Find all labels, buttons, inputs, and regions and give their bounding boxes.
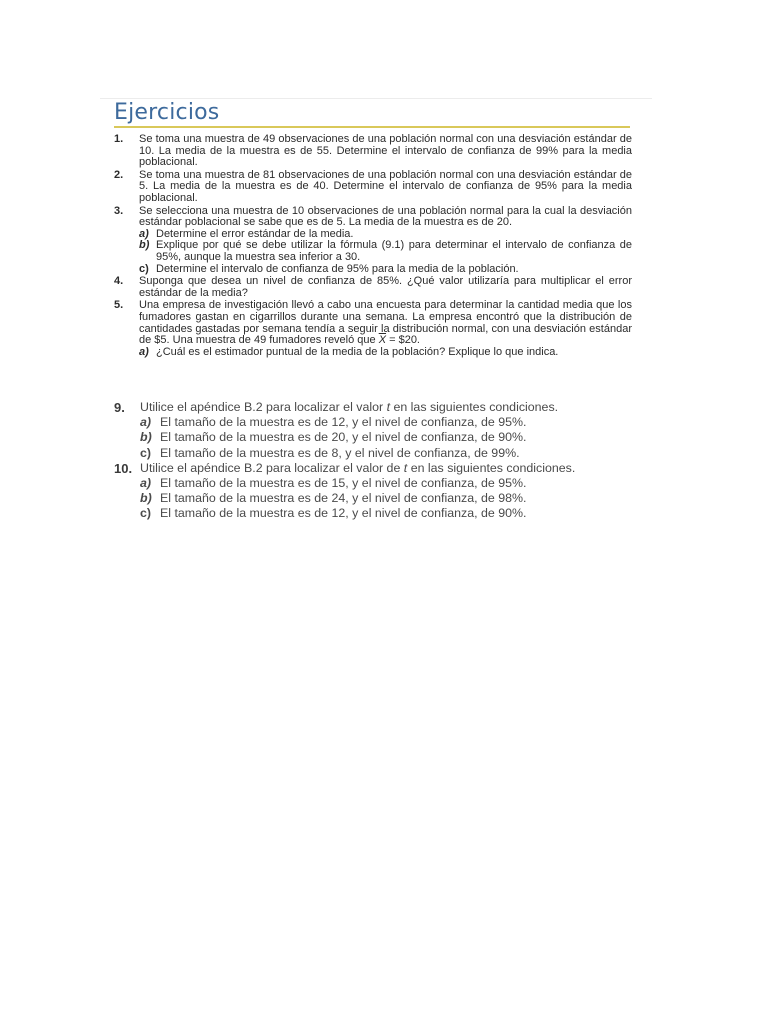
part-text: El tamaño de la muestra es de 12, y el nivel de confianza, de 90%. bbox=[160, 506, 527, 521]
part-text: El tamaño de la muestra es de 15, y el nivel de confianza, de 95%. bbox=[160, 476, 527, 491]
exercise-text: Utilice el apéndice B.2 para localizar el valor de bbox=[140, 460, 404, 475]
part-letter: c) bbox=[140, 506, 152, 521]
exercise-part bbox=[140, 491, 634, 506]
part-letter: b) bbox=[140, 430, 152, 445]
t-symbol: t bbox=[386, 400, 391, 414]
t-symbol: t bbox=[403, 460, 408, 475]
part-letter: a) bbox=[139, 227, 149, 240]
part-text: Determine el error estándar de la media. bbox=[156, 227, 354, 240]
part-text: El tamaño de la muestra es de 24, y el nivel de confianza, de 98%. bbox=[160, 491, 527, 506]
part-text: El tamaño de la muestra es de 20, y el nivel de confianza, de 90%. bbox=[160, 430, 527, 445]
part-letter: b) bbox=[139, 239, 150, 252]
top-divider bbox=[100, 98, 652, 99]
part-letter: c) bbox=[140, 445, 152, 460]
exercise-text: Se toma una muestra de 81 observaciones de una población normal con una desviación estándar de 5. La media de la muestra es de 40. Determine el intervalo de confianza de 95% para la media poblacional. bbox=[139, 168, 632, 204]
part-text: El tamaño de la muestra es de 8, y el nivel de confianza, de 99%. bbox=[160, 445, 520, 460]
part-text: Determine el intervalo de confianza de 95% para la media de la población. bbox=[156, 262, 519, 275]
exercise-3 bbox=[114, 206, 632, 276]
exercise-number: 5. bbox=[114, 299, 124, 312]
exercise-text: Se toma una muestra de 49 observaciones de una población normal con una desviación estándar de 10. La media de la muestra es de 55. Determine el intervalo de confianza de 99% para la media poblacional. bbox=[139, 133, 632, 169]
part-letter: a) bbox=[139, 345, 149, 358]
part-text: ¿Cuál es el estimador puntual de la media de la población? Explique lo que indica. bbox=[156, 345, 559, 358]
exercise-number: 9. bbox=[114, 400, 125, 415]
exercise-text: Suponga que desea un nivel de confianza de 85%. ¿Qué valor utilizaría para multiplicar el error estándar de la media? bbox=[139, 275, 632, 299]
part-letter: a) bbox=[140, 415, 152, 430]
exercise-part bbox=[140, 430, 634, 445]
exercise-2 bbox=[114, 170, 632, 205]
exercise-text: Utilice el apéndice B.2 para localizar el valor bbox=[140, 400, 387, 414]
exercise-part bbox=[140, 415, 634, 430]
exercise-4 bbox=[114, 276, 632, 299]
part-letter: c) bbox=[139, 262, 149, 275]
exercise-text-end: en las siguientes condiciones. bbox=[390, 400, 559, 414]
exercise-number: 2. bbox=[114, 168, 124, 181]
exercise-number: 1. bbox=[114, 133, 124, 145]
sample-mean-symbol: $\overline{X}$ bbox=[378, 334, 387, 347]
part-text: Explique por qué se debe utilizar la fórmula (9.1) para determinar el intervalo de confianza de 95%, aunque la muestra sea inferior a 30. bbox=[156, 239, 632, 263]
exercise-text: Una empresa de investigación llevó a cabo una encuesta para determinar la cantidad media que los fumadores gastan en cigarrillos durante una semana. La empresa encontró que la distribución de cantidades gastadas por semana tendía a seguir la distribución normal, con una desviación estándar de $5. Una muestra de 49 fumadores reveló que bbox=[139, 299, 632, 347]
exercise-part bbox=[140, 476, 634, 491]
exercise-number: 10. bbox=[114, 460, 133, 476]
exercise-10 bbox=[114, 461, 634, 522]
exercise-part bbox=[140, 506, 634, 521]
exercise-part bbox=[139, 240, 632, 263]
exercise-5 bbox=[114, 300, 632, 358]
exercise-list-1 bbox=[114, 134, 632, 359]
exercise-1 bbox=[114, 134, 632, 169]
exercise-9 bbox=[114, 400, 634, 461]
exercise-number: 3. bbox=[114, 204, 124, 217]
exercise-part bbox=[139, 347, 632, 359]
exercise-text-end: en las siguientes condiciones. bbox=[407, 460, 576, 475]
exercise-part bbox=[139, 264, 632, 276]
part-letter: a) bbox=[140, 476, 152, 491]
part-letter: b) bbox=[140, 491, 152, 506]
title-underline bbox=[114, 126, 630, 128]
part-text: El tamaño de la muestra es de 12, y el nivel de confianza, de 95%. bbox=[160, 415, 527, 430]
exercise-text-end: = $20. bbox=[386, 334, 420, 347]
exercise-text: Se selecciona una muestra de 10 observaciones de una población normal para la cual la desviación estándar poblacional se sabe que es de 5. La media de la muestra es de 20. bbox=[139, 204, 632, 229]
page-title: Ejercicios bbox=[114, 100, 220, 125]
exercise-list-2 bbox=[114, 400, 634, 522]
exercise-number: 4. bbox=[114, 275, 124, 288]
exercise-part bbox=[140, 446, 634, 461]
